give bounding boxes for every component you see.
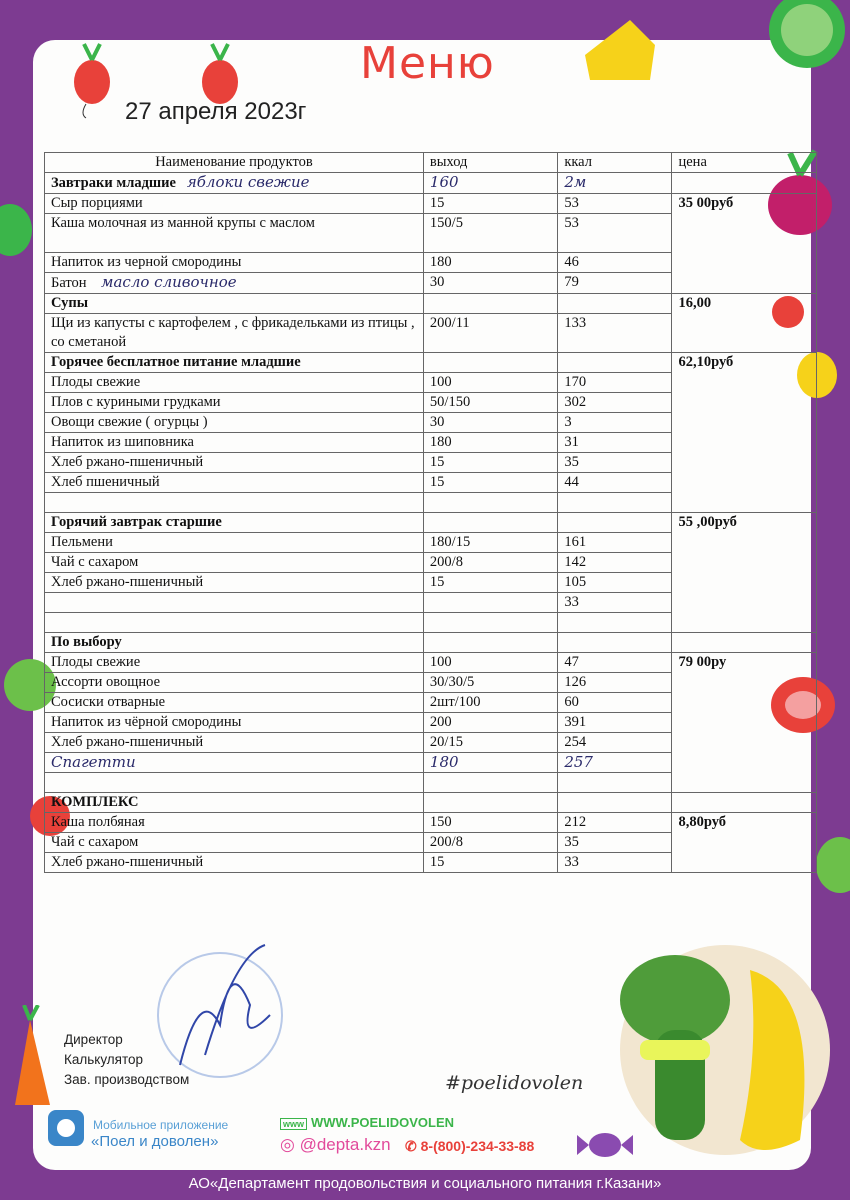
- item-name: Хлеб ржано-пшеничный: [45, 733, 424, 753]
- phone-number: 8-(800)-234-33-88: [420, 1138, 535, 1154]
- item-name: Хлеб ржано-пшеничный: [45, 853, 424, 873]
- item-out: 15: [423, 573, 557, 593]
- section-price: 8,80руб: [672, 813, 817, 873]
- app-icon: [46, 1108, 86, 1148]
- www-badge: www: [280, 1118, 307, 1130]
- section-price: 55 ,00руб: [672, 513, 817, 633]
- item-out: 15: [423, 473, 557, 493]
- item-out: 150/5: [423, 214, 557, 253]
- section-title: КОМПЛЕКС: [45, 793, 424, 813]
- item-kcal: 53: [558, 214, 672, 253]
- item-kcal: 33: [558, 593, 672, 613]
- item-kcal: 161: [558, 533, 672, 553]
- footer-org-name: АО«Департамент продовольствия и социального питания г.Казани»: [188, 1175, 662, 1192]
- item-name: Сосиски отварные: [45, 693, 424, 713]
- item-out: [423, 593, 557, 613]
- item-kcal: 142: [558, 553, 672, 573]
- cheese-character-icon: [580, 15, 660, 85]
- section-price: 79 00ру: [672, 653, 817, 793]
- item-kcal: 35: [558, 833, 672, 853]
- section-row: [45, 173, 817, 194]
- carrot-character-icon: [0, 1005, 60, 1125]
- item-out: 200/11: [423, 314, 557, 353]
- item-name: Плоды свежие: [45, 373, 424, 393]
- item-kcal: 212: [558, 813, 672, 833]
- item-out: 200/8: [423, 833, 557, 853]
- section-row: [45, 294, 817, 314]
- item-out: 30: [423, 413, 557, 433]
- item-kcal: 53: [558, 194, 672, 214]
- item-out: 180: [423, 753, 557, 773]
- page-title: Меню: [360, 38, 495, 89]
- item-name: Напиток из черной смородины: [45, 253, 424, 273]
- item-out: 30/30/5: [423, 673, 557, 693]
- item-name: Плоды свежие: [45, 653, 424, 673]
- website-text: WWW.POELIDOVOLEN: [311, 1115, 455, 1130]
- item-kcal: 79: [558, 273, 672, 294]
- item-out: 15: [423, 194, 557, 214]
- item-name: Каша молочная из манной крупы с маслом: [45, 214, 424, 253]
- section-title: Завтраки младшие: [51, 175, 176, 191]
- section-title: Горячий завтрак старшие: [45, 513, 424, 533]
- item-name: Чай с сахаром: [45, 833, 424, 853]
- menu-date: 27 апреля 2023г: [125, 98, 307, 125]
- item-out: 150: [423, 813, 557, 833]
- item-kcal: 46: [558, 253, 672, 273]
- item-out: 200: [423, 713, 557, 733]
- item-out: 200/8: [423, 553, 557, 573]
- staff-list: [64, 1030, 189, 1090]
- item-name: Щи из капусты с картофелем , с фрикадельками из птицы , со сметаной: [45, 314, 424, 353]
- section-row: [45, 793, 817, 813]
- section-price: 35 00руб: [672, 194, 817, 294]
- cucumber-slice-icon: [752, 0, 850, 70]
- section-title: По выбору: [45, 633, 424, 653]
- header-kcal: ккал: [558, 153, 672, 173]
- item-name: Хлеб ржано-пшеничный: [45, 453, 424, 473]
- item-name: Батон: [51, 275, 87, 291]
- handwritten-out: 160: [423, 173, 557, 194]
- handwritten-note: яблоки свежие: [186, 173, 310, 191]
- item-kcal: 257: [558, 753, 672, 773]
- item-out: 180/15: [423, 533, 557, 553]
- header-price: цена: [672, 153, 817, 173]
- table-header-row: [45, 153, 817, 173]
- section-price: 16,00: [672, 294, 817, 353]
- item-kcal: 105: [558, 573, 672, 593]
- section-title: Супы: [45, 294, 424, 314]
- phone-icon: ✆: [405, 1138, 421, 1154]
- item-name: Хлеб пшеничный: [45, 473, 424, 493]
- section-row: [45, 353, 817, 373]
- item-out: 2шт/100: [423, 693, 557, 713]
- item-out: 30: [423, 273, 557, 294]
- item-out: 180: [423, 253, 557, 273]
- item-name: Хлеб ржано-пшеничный: [45, 573, 424, 593]
- table-row: [45, 653, 817, 673]
- radish-character-icon: [62, 40, 122, 120]
- item-name: Сыр порциями: [45, 194, 424, 214]
- app-label: Мобильное приложение: [93, 1118, 229, 1132]
- item-kcal: 60: [558, 693, 672, 713]
- staff-calculator: Калькулятор: [64, 1052, 144, 1067]
- item-name: Плов с куриными грудками: [45, 393, 424, 413]
- section-row: [45, 513, 817, 533]
- item-name: Ассорти овощное: [45, 673, 424, 693]
- instagram-handle: @depta.kzn: [299, 1135, 391, 1154]
- broccoli-banana-characters-icon: [610, 930, 840, 1160]
- item-kcal: 170: [558, 373, 672, 393]
- item-kcal: 254: [558, 733, 672, 753]
- header-out: выход: [423, 153, 557, 173]
- item-out: 100: [423, 653, 557, 673]
- table-row: [45, 813, 817, 833]
- item-name: Каша полбяная: [45, 813, 424, 833]
- item-out: 20/15: [423, 733, 557, 753]
- section-price: 62,10руб: [672, 353, 817, 513]
- item-kcal: 44: [558, 473, 672, 493]
- website-link[interactable]: [280, 1115, 454, 1130]
- item-name: Чай с сахаром: [45, 553, 424, 573]
- instagram-link[interactable]: [280, 1135, 391, 1155]
- item-name: [45, 593, 424, 613]
- item-out: 50/150: [423, 393, 557, 413]
- item-out: 100: [423, 373, 557, 393]
- item-name: Пельмени: [45, 533, 424, 553]
- phone-link[interactable]: [405, 1138, 534, 1155]
- candy-icon: [575, 1120, 635, 1170]
- handwritten-note: масло сливочное: [101, 273, 237, 291]
- item-kcal: 126: [558, 673, 672, 693]
- section-row: [45, 633, 817, 653]
- item-kcal: 302: [558, 393, 672, 413]
- item-kcal: 33: [558, 853, 672, 873]
- header-name: Наименование продуктов: [45, 153, 424, 173]
- leaf-icon: [0, 200, 35, 260]
- item-kcal: 35: [558, 453, 672, 473]
- staff-director: Директор: [64, 1032, 123, 1047]
- item-name: Напиток из шиповника: [45, 433, 424, 453]
- item-kcal: 31: [558, 433, 672, 453]
- item-kcal: 3: [558, 413, 672, 433]
- app-name: «Поел и доволен»: [91, 1133, 219, 1150]
- section-title: Горячее бесплатное питание младшие: [45, 353, 424, 373]
- instagram-icon: ◎: [280, 1135, 300, 1154]
- item-name: Овощи свежие ( огурцы ): [45, 413, 424, 433]
- item-out: 15: [423, 853, 557, 873]
- item-out: 15: [423, 453, 557, 473]
- hashtag: #poelidovolen: [445, 1072, 584, 1094]
- item-kcal: 391: [558, 713, 672, 733]
- item-name: Напиток из чёрной смородины: [45, 713, 424, 733]
- table-row: [45, 194, 817, 214]
- menu-table: [44, 152, 817, 873]
- staff-production-head: Зав. производством: [64, 1072, 190, 1087]
- handwritten-kcal: 2м: [558, 173, 672, 194]
- item-name: Спагетти: [45, 753, 424, 773]
- item-kcal: 133: [558, 314, 672, 353]
- item-out: 180: [423, 433, 557, 453]
- item-kcal: 47: [558, 653, 672, 673]
